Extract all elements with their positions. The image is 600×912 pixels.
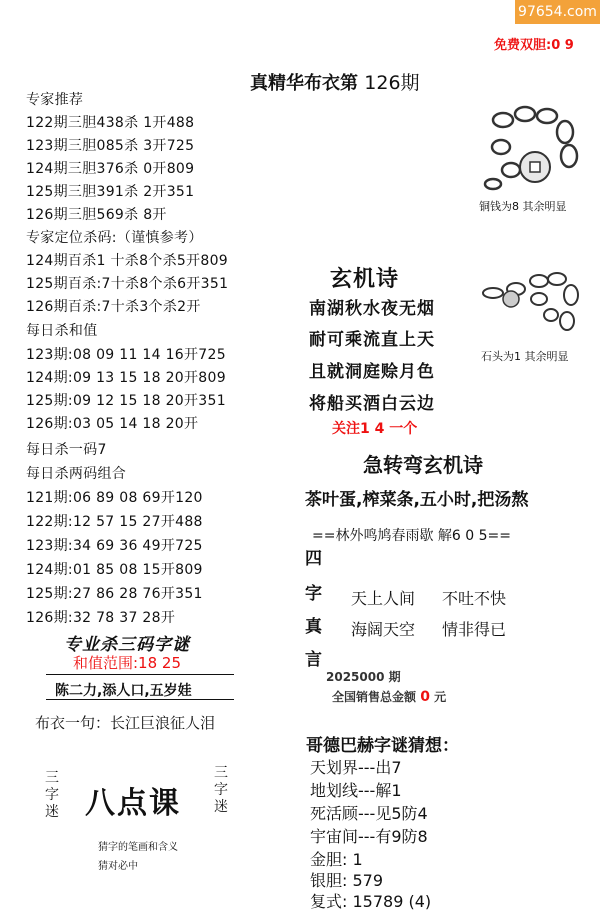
goldbach-line: 天划界---出7: [310, 758, 402, 777]
three-code-title: 专业杀三码字谜: [64, 635, 190, 655]
goldbach-heading: 哥德巴赫字谜猜想：: [306, 736, 459, 756]
side-riddle-right: 三字迷: [214, 765, 228, 815]
divider: [46, 674, 234, 675]
riddle-note: 猜字的笔画和含义: [98, 842, 178, 853]
goldbach-line: 地划线---解1: [310, 781, 402, 800]
position-heading: 专家定位杀码:（谨慎参考）: [26, 230, 203, 246]
poem-line: 且就洞庭赊月色: [309, 362, 435, 382]
position-line: 126期百杀:7十杀3个杀2开: [26, 299, 201, 315]
title-issue: 126期: [364, 72, 420, 94]
expert-line: 125期三胆391杀 2开351: [26, 184, 195, 200]
daily-sum-line: 126期:03 05 14 18 20开: [26, 416, 199, 432]
daily-sum-heading: 每日杀和值: [26, 323, 98, 339]
expert-line: 123期三胆085杀 3开725: [26, 138, 195, 154]
goldbach-line: 复式: 15789 (4): [310, 892, 432, 911]
daily-sum-line: 124期:09 13 15 18 20开809: [26, 370, 226, 386]
coins-caption: 铜钱为8 其余明显: [479, 200, 567, 213]
coins-illustration: [483, 102, 583, 192]
poem-line: 耐可乘流直上天: [309, 330, 435, 350]
sales-total: [332, 688, 446, 705]
title-text: 真精华布衣第: [250, 73, 358, 94]
three-code-range: 和值范围:18 25: [73, 654, 181, 672]
daily-sum-line: 123期:08 09 11 14 16开725: [26, 347, 226, 363]
expert-heading: 专家推荐: [26, 92, 84, 108]
buyi-sentence: 布衣一句：长江巨浪征人泪: [35, 714, 216, 732]
stones-illustration: [481, 265, 581, 345]
page-title: [250, 68, 420, 95]
riddle-center: 八点课: [85, 786, 181, 821]
forest-line: ==林外鸣鸠春雨歇 解6 0 5==: [312, 528, 511, 544]
poem-line: 将船买酒白云边: [309, 394, 435, 414]
daily-sum-line: 125期:09 12 15 18 20开351: [26, 393, 226, 409]
goldbach-line: 金胆: 1: [310, 850, 363, 869]
sales-unit: 元: [429, 690, 447, 704]
daily-two-line: 121期:06 89 08 69开120: [26, 490, 203, 506]
poem-line: 南湖秋水夜无烟: [309, 299, 435, 319]
position-line: 125期百杀:7十杀8个杀6开351: [26, 276, 229, 292]
position-line: 124期百杀1 十杀8个杀5开809: [26, 253, 229, 269]
goldbach-line: 宇宙间---有9防8: [310, 827, 428, 846]
goldbach-line: 死活顾---见5防4: [310, 804, 428, 823]
sales-label: 全国销售总金额: [332, 690, 421, 704]
four-words-char: 字: [305, 584, 322, 604]
three-code-riddle: 陈二力,添人口,五岁娃: [55, 683, 192, 699]
goldbach-line: 银胆: 579: [310, 871, 384, 890]
turn-poem-title: 急转弯玄机诗: [363, 453, 483, 477]
divider: [46, 699, 234, 700]
daily-two-line: 122期:12 57 15 27开488: [26, 514, 203, 530]
four-words-2b: 情非得已: [442, 620, 507, 639]
sales-issue: 2025000 期: [326, 670, 401, 684]
riddle-note: 猜对必中: [98, 861, 138, 872]
free-double: 免费双胆:0 9: [494, 38, 574, 53]
poem-title: 玄机诗: [330, 267, 400, 292]
daily-two-line: 123期:34 69 36 49开725: [26, 538, 203, 554]
daily-two-line: 126期:32 78 37 28开: [26, 610, 176, 626]
four-words-1a: 天上人间: [351, 589, 416, 608]
stones-caption: 石头为1 其余明显: [481, 350, 569, 363]
four-words-char: 言: [305, 650, 322, 670]
site-badge[interactable]: 97654.com: [515, 0, 600, 24]
four-words-2a: 海阔天空: [351, 620, 416, 639]
expert-line: 124期三胆376杀 0开809: [26, 161, 195, 177]
four-words-char: 真: [305, 617, 322, 637]
sales-value: 0: [420, 689, 430, 705]
daily-two-line: 124期:01 85 08 15开809: [26, 562, 203, 578]
four-words-1b: 不吐不快: [442, 589, 507, 608]
four-words-char: 四: [305, 549, 322, 569]
daily-two-heading: 每日杀两码组合: [26, 466, 127, 482]
turn-poem-line: 茶叶蛋,榨菜条,五小时,把汤熬: [305, 490, 529, 510]
side-riddle-left: 三字迷: [45, 770, 59, 820]
poem-follow: 关注1 4 一个: [332, 421, 418, 437]
daily-one-heading: 每日杀一码7: [26, 442, 107, 458]
daily-two-line: 125期:27 86 28 76开351: [26, 586, 203, 602]
expert-line: 122期三胆438杀 1开488: [26, 115, 195, 131]
expert-line: 126期三胆569杀 8开: [26, 207, 167, 223]
